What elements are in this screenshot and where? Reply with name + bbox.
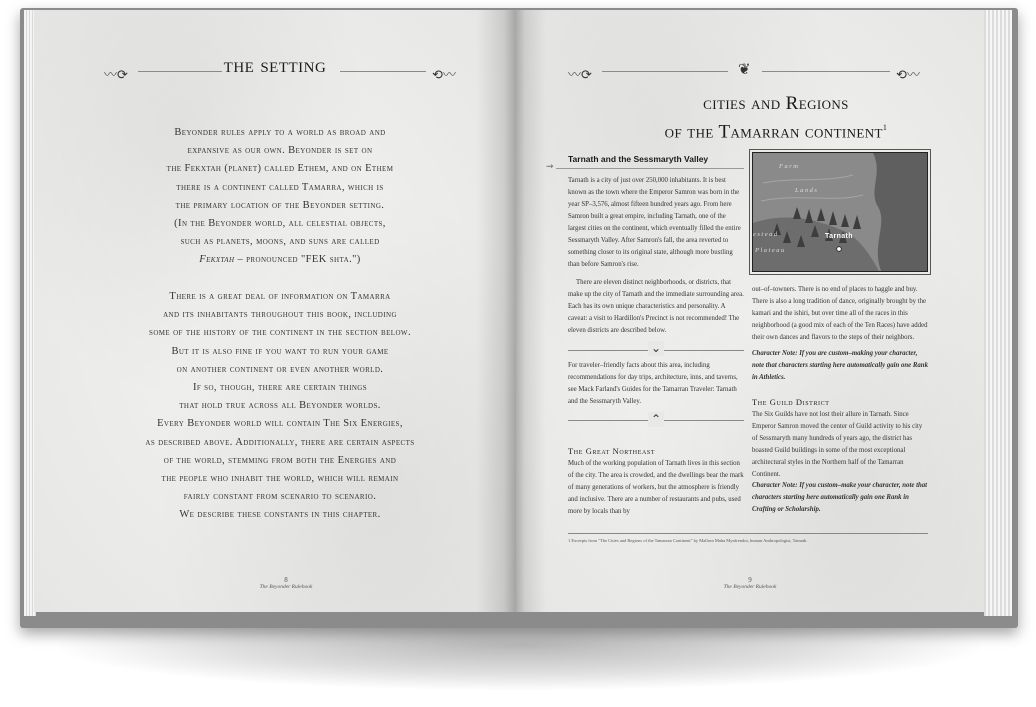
flourish-right-icon: ⟲〰 [432,67,456,82]
intro-text: Tarnath is a city of just over 250,000 inhabitants. It is best known as the town where the Emperor Samron was born in the year SP–3,576, almost fifteen hundred years ago. From here Samron built a great empire, including Tarnath, one of the largest cities on the continent, which eventually filled the entire Sessmaryth Valley. After Samron's fall, the area reverted to something closer to its original state, although more bustling than before Samron's rise. [568,177,741,268]
character-note-athletics: Character Note: If you are custom–making your character, note that characters starting here automatically gain one Rank in Athletics. [752,350,928,381]
running-foot: The Beyonder Rulebook [723,584,777,590]
flourish-right-icon: ⟲〰 [896,67,920,82]
running-foot: The Beyonder Rulebook [259,584,313,590]
page-number: 8 [284,576,288,584]
map-label-lands: Lands [795,187,819,194]
travel-sidebar: For traveler–friendly facts about this area, including recommendations for day trips, architecture, inns, and taverns, see Mack Farland's Guides for the Tamarran Traveler: Tarnath and the Sessmaryth Valley. [568,362,738,405]
leaf-ornament-icon: ❦ [738,62,751,78]
subheading: Tarnath and the Sessmaryth Valley [568,154,709,164]
guild-text: The Six Guilds have not lost their allure in Tarnath. Since Emperor Samron moved the center of Guild activity to his city of Sessmaryth many hundreds of years ago, the district has boasted Guild buildings in some of the most exceptional architectural styles in the Northern half of the Tamarran Continent. [752,411,923,478]
left-page [34,10,516,612]
arrow-ornament-icon: ⇾ [546,161,554,171]
footnote-rule [568,533,928,534]
folio-left [236,576,336,590]
subheading-rule [556,168,744,169]
page-title-left: the setting [223,52,327,77]
flourish-left-icon: 〰⟳ [568,67,592,82]
map-label-plateau2: Plateau [755,247,786,254]
section-title-northeast: The Great Northeast [568,446,656,456]
northeast-text: Much of the working population of Tarnath lives in this section of the city. The area is crowded, and the dwellings bear the mark of many generations of workers, but the atmosphere is friendly and inclusive. There are a number of restaurants and pubs, used more by locals than by [568,460,744,515]
northeast-continued-text: out–of–towners. There is no end of places to haggle and buy. There is also a long tradition of dance, originally brought by the kamari and the ishiri, but over time all of the races in this neighborhood (a good mix of each of the Ten Races) have added their own dances and flavors to the steps of their neighbors. [752,286,928,341]
page-title-right: cities and Regions of the Tamarran continent$^1$ [664,93,888,143]
header-rule-right [762,71,890,72]
page-number: 9 [748,576,752,584]
map-label-farm: Farm [779,163,800,170]
chevron-down-icon: ⌄ [648,341,664,356]
flourish-left-icon: 〰⟳ [104,67,128,82]
map-label-plateau1: estead [753,231,779,238]
right-page [516,10,984,612]
tarnath-map [752,152,928,272]
chevron-up-icon: ⌃ [648,412,664,427]
page-edges-right [984,10,1012,616]
folio-right [700,576,800,590]
intro-paragraph: Beyonder rules apply to a world as broad and expansive as our own. Beyonder is set on the Fekxtah (planet) called Ethem, and on Ethem there is a continent called Tamarra, which is the primary location of the Beyonder setting. (In the Beyonder world, all celestial objects, such as planets, moons, and suns are called Fekxtah – pronounced "FEK shta.") [166,127,394,266]
gutter-shadow-right [516,10,546,612]
header-rule-left [602,71,728,72]
section-title-guild: The Guild District [752,397,830,407]
footnote: 1 Excerpts from "The Cities and Regions of the Tamarran Continent" by Mallorn Maha Mynfrendor, human Anthropologist, Tarnath. [568,538,808,543]
districts-text: There are eleven distinct neighborhoods, or districts, that make up the city of Tarnath and the immediate surrounding area. Each has its own unique characteristics and personality. A caveat: a visit to Hardillon's Precinct is not recommended! The eleven districts are described below. [568,279,744,334]
map-label-city: Tarnath [825,233,853,240]
header-rule-right [340,71,426,72]
character-note-crafting: Character Note: If you custom–make your character, note that characters starting here automatically gain one Rank in Crafting or Scholarship. [752,482,928,513]
constants-paragraph: There is a great deal of information on Tamarra and its inhabitants throughout this book, including some of the history of the continent in the section below. But it is also fine if you want to run your game on another continent or even another world. If so, though, there are certain things that hold true across all Beyonder worlds. Every Beyonder world will contain The Six Energies, as described above. Additionally, there are certain aspects of the world, stemming from both the Energies and the people who inhabit the world, which will remain fairly constant from scenario to scenario. We describe these constants in this chapter. [145,291,415,521]
gutter-shadow-left [476,10,516,612]
